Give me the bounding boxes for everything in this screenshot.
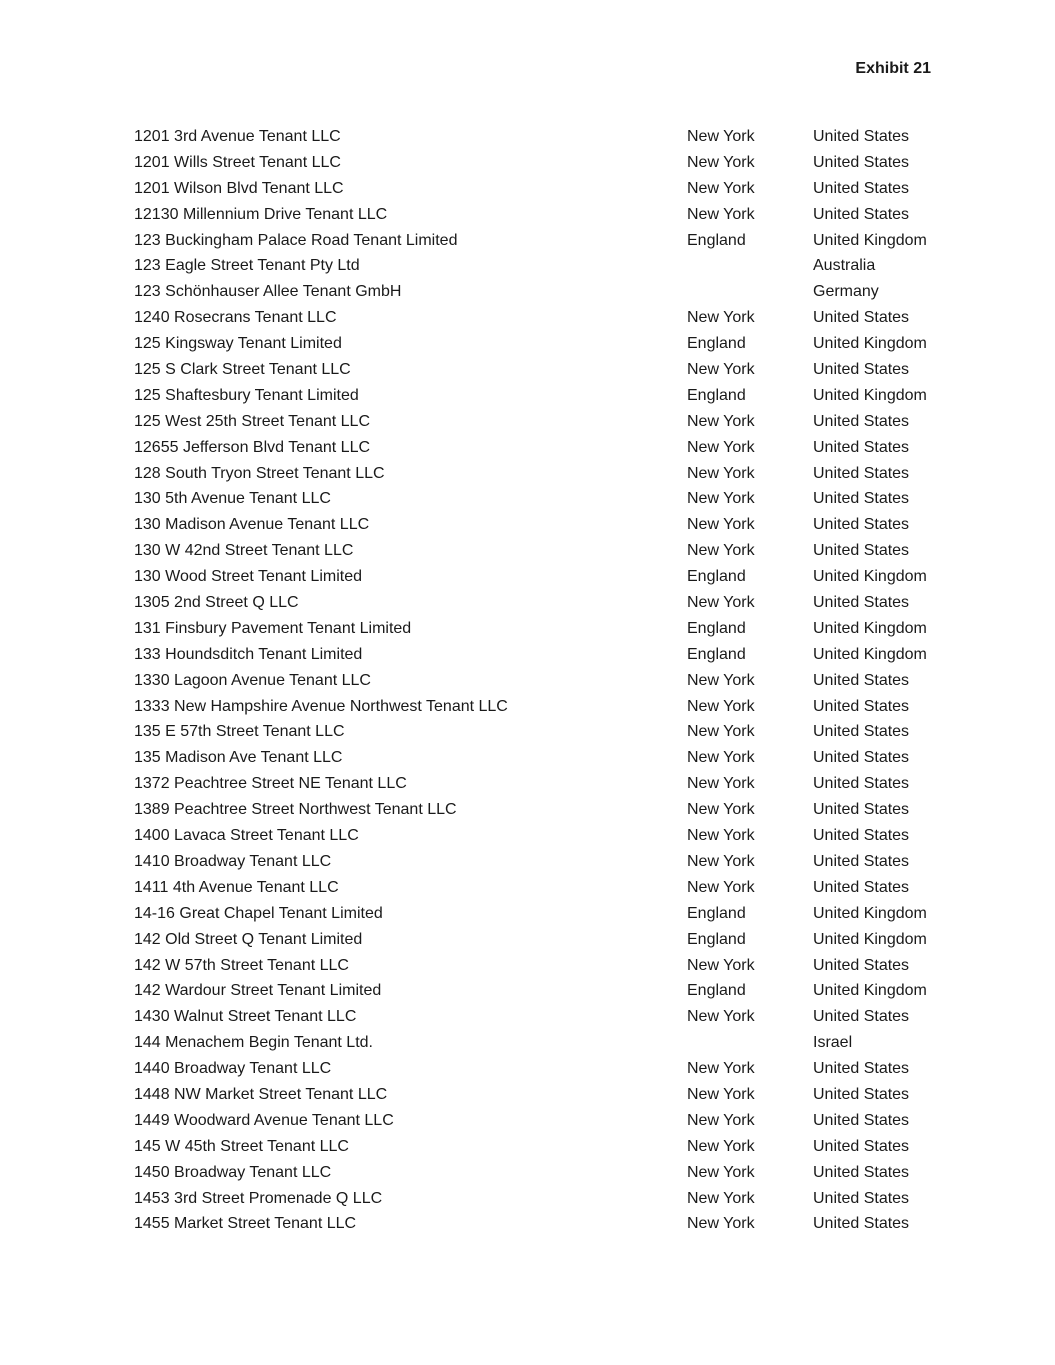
jurisdiction: New York [687, 1163, 755, 1181]
jurisdiction: New York [687, 1111, 755, 1129]
jurisdiction: New York [687, 1008, 755, 1026]
entity-name: 1330 Lagoon Avenue Tenant LLC [134, 671, 371, 689]
entity-name: 125 Shaftesbury Tenant Limited [134, 386, 359, 404]
country: United States [813, 852, 910, 870]
country: United States [813, 697, 910, 715]
entity-name: 1400 Lavaca Street Tenant LLC [134, 827, 359, 845]
jurisdiction: England [687, 386, 746, 404]
country: United States [813, 775, 910, 793]
jurisdiction [687, 253, 813, 279]
entity-name: 1389 Peachtree Street Northwest Tenant LLC [134, 801, 457, 819]
entity-name: 1240 Rosecrans Tenant LLC [134, 309, 337, 327]
subsidiary-row [134, 176, 955, 202]
subsidiary-row [134, 1082, 955, 1108]
jurisdiction: New York [687, 1189, 755, 1207]
jurisdiction: New York [687, 179, 755, 197]
country: United States [813, 205, 910, 223]
country: United Kingdom [813, 982, 927, 1000]
subsidiary-row [134, 1186, 955, 1212]
subsidiary-row [134, 1160, 955, 1186]
country: United States [813, 1060, 910, 1078]
jurisdiction: New York [687, 516, 755, 534]
entity-name: 125 S Clark Street Tenant LLC [134, 361, 351, 379]
jurisdiction: New York [687, 438, 755, 456]
jurisdiction: New York [687, 1215, 755, 1233]
subsidiary-row [134, 953, 955, 979]
jurisdiction: England [687, 231, 746, 249]
entity-name: 1305 2nd Street Q LLC [134, 594, 299, 612]
subsidiary-row [134, 538, 955, 564]
country: United Kingdom [813, 930, 927, 948]
jurisdiction: New York [687, 464, 755, 482]
jurisdiction: New York [687, 852, 755, 870]
country: United States [813, 1189, 910, 1207]
subsidiary-row [134, 901, 955, 927]
jurisdiction: England [687, 930, 746, 948]
country: United Kingdom [813, 335, 927, 353]
exhibit-title: Exhibit 21 [855, 60, 931, 77]
entity-name: 135 Madison Ave Tenant LLC [134, 749, 343, 767]
country: United States [813, 749, 910, 767]
jurisdiction: New York [687, 309, 755, 327]
entity-name: 130 5th Avenue Tenant LLC [134, 490, 331, 508]
country: United States [813, 723, 910, 741]
subsidiary-row [134, 253, 955, 279]
subsidiary-row [134, 486, 955, 512]
subsidiary-row [134, 383, 955, 409]
subsidiary-row [134, 435, 955, 461]
entity-name: 133 Houndsditch Tenant Limited [134, 645, 363, 663]
country: United States [813, 490, 910, 508]
country: United States [813, 956, 910, 974]
jurisdiction: New York [687, 749, 755, 767]
entity-name: 1410 Broadway Tenant LLC [134, 852, 332, 870]
subsidiary-row [134, 745, 955, 771]
entity-name: 1440 Broadway Tenant LLC [134, 1060, 332, 1078]
subsidiary-list [134, 124, 955, 1237]
jurisdiction: New York [687, 361, 755, 379]
jurisdiction: England [687, 619, 746, 637]
entity-name: 125 Kingsway Tenant Limited [134, 335, 342, 353]
jurisdiction: New York [687, 128, 755, 145]
country: United States [813, 1085, 910, 1103]
jurisdiction: New York [687, 723, 755, 741]
country: United States [813, 1215, 910, 1233]
jurisdiction: England [687, 645, 746, 663]
jurisdiction: New York [687, 412, 755, 430]
country: United States [813, 1137, 910, 1155]
country: United States [813, 128, 910, 145]
jurisdiction: New York [687, 205, 755, 223]
entity-name: 142 W 57th Street Tenant LLC [134, 956, 349, 974]
subsidiary-row [134, 305, 955, 331]
entity-name: 1455 Market Street Tenant LLC [134, 1215, 357, 1233]
entity-name: 144 Menachem Begin Tenant Ltd. [134, 1034, 373, 1052]
country: United States [813, 671, 910, 689]
jurisdiction [687, 1030, 813, 1056]
subsidiary-row [134, 1134, 955, 1160]
entity-name: 145 W 45th Street Tenant LLC [134, 1137, 349, 1155]
country: United States [813, 153, 910, 171]
subsidiary-row [134, 1030, 955, 1056]
jurisdiction: New York [687, 1137, 755, 1155]
country: United States [813, 464, 910, 482]
jurisdiction: England [687, 904, 746, 922]
country: United States [813, 361, 910, 379]
country: United States [813, 1008, 910, 1026]
jurisdiction: New York [687, 801, 755, 819]
jurisdiction: New York [687, 956, 755, 974]
subsidiary-row [134, 228, 955, 254]
subsidiary-row [134, 694, 955, 720]
subsidiary-row [134, 331, 955, 357]
subsidiary-row [134, 461, 955, 487]
country: United States [813, 516, 910, 534]
entity-name: 12655 Jefferson Blvd Tenant LLC [134, 438, 371, 456]
subsidiary-row [134, 849, 955, 875]
country: United States [813, 801, 910, 819]
country: United Kingdom [813, 568, 927, 586]
subsidiary-row [134, 978, 955, 1004]
country: United States [813, 594, 910, 612]
entity-name: 1430 Walnut Street Tenant LLC [134, 1008, 357, 1026]
jurisdiction: New York [687, 878, 755, 896]
subsidiary-row [134, 202, 955, 228]
jurisdiction: New York [687, 827, 755, 845]
subsidiary-row [134, 823, 955, 849]
country: United States [813, 438, 910, 456]
country: Israel [813, 1034, 853, 1052]
subsidiary-row [134, 279, 955, 305]
jurisdiction: England [687, 982, 746, 1000]
entity-name: 130 Madison Avenue Tenant LLC [134, 516, 370, 534]
country: United States [813, 542, 910, 560]
country: United Kingdom [813, 386, 927, 404]
country: United States [813, 827, 910, 845]
country: United Kingdom [813, 645, 927, 663]
country: United States [813, 412, 910, 430]
entity-name: 12130 Millennium Drive Tenant LLC [134, 205, 388, 223]
subsidiary-row [134, 512, 955, 538]
subsidiary-row [134, 797, 955, 823]
subsidiary-row [134, 875, 955, 901]
subsidiary-row [134, 1004, 955, 1030]
entity-name: 1453 3rd Street Promenade Q LLC [134, 1189, 383, 1207]
entity-name: 1411 4th Avenue Tenant LLC [134, 878, 339, 896]
subsidiary-row [134, 642, 955, 668]
jurisdiction: New York [687, 775, 755, 793]
jurisdiction: New York [687, 153, 755, 171]
entity-name: 1201 3rd Avenue Tenant LLC [134, 128, 341, 145]
jurisdiction: New York [687, 594, 755, 612]
entity-name: 1448 NW Market Street Tenant LLC [134, 1085, 388, 1103]
entity-name: 128 South Tryon Street Tenant LLC [134, 464, 385, 482]
entity-name: 1333 New Hampshire Avenue Northwest Tenant LLC [134, 697, 508, 715]
country: Germany [813, 283, 879, 301]
entity-name: 1449 Woodward Avenue Tenant LLC [134, 1111, 394, 1129]
jurisdiction: England [687, 568, 746, 586]
subsidiary-row [134, 668, 955, 694]
country: United Kingdom [813, 619, 927, 637]
country: United Kingdom [813, 231, 927, 249]
jurisdiction: New York [687, 697, 755, 715]
entity-name: 135 E 57th Street Tenant LLC [134, 723, 345, 741]
jurisdiction: New York [687, 671, 755, 689]
entity-name: 1372 Peachtree Street NE Tenant LLC [134, 775, 407, 793]
subsidiary-row [134, 1211, 955, 1237]
entity-name: 130 Wood Street Tenant Limited [134, 568, 362, 586]
jurisdiction: New York [687, 490, 755, 508]
entity-name: 142 Wardour Street Tenant Limited [134, 982, 382, 1000]
jurisdiction [687, 279, 813, 305]
subsidiary-row [134, 771, 955, 797]
jurisdiction: New York [687, 1060, 755, 1078]
subsidiary-row [134, 564, 955, 590]
entity-name: 1201 Wilson Blvd Tenant LLC [134, 179, 344, 197]
entity-name: 1450 Broadway Tenant LLC [134, 1163, 332, 1181]
entity-name: 123 Buckingham Palace Road Tenant Limited [134, 231, 458, 249]
entity-name: 125 West 25th Street Tenant LLC [134, 412, 371, 430]
entity-name: 123 Eagle Street Tenant Pty Ltd [134, 257, 360, 275]
entity-name: 1201 Wills Street Tenant LLC [134, 153, 341, 171]
subsidiary-row [134, 409, 955, 435]
subsidiary-row [134, 616, 955, 642]
country: United States [813, 1111, 910, 1129]
country: United Kingdom [813, 904, 927, 922]
subsidiary-row [134, 1108, 955, 1134]
jurisdiction: New York [687, 1085, 755, 1103]
entity-name: 130 W 42nd Street Tenant LLC [134, 542, 354, 560]
jurisdiction: England [687, 335, 746, 353]
jurisdiction: New York [687, 542, 755, 560]
country: United States [813, 309, 910, 327]
country: United States [813, 179, 910, 197]
subsidiary-row [134, 150, 955, 176]
subsidiary-row [134, 124, 955, 150]
subsidiary-row [134, 719, 955, 745]
country: United States [813, 1163, 910, 1181]
entity-name: 142 Old Street Q Tenant Limited [134, 930, 363, 948]
subsidiary-row [134, 927, 955, 953]
entity-name: 131 Finsbury Pavement Tenant Limited [134, 619, 412, 637]
subsidiary-row [134, 590, 955, 616]
subsidiary-row [134, 1056, 955, 1082]
country: Australia [813, 257, 876, 275]
entity-name: 14-16 Great Chapel Tenant Limited [134, 904, 383, 922]
country: United States [813, 878, 910, 896]
subsidiary-row [134, 357, 955, 383]
entity-name: 123 Schönhauser Allee Tenant GmbH [134, 283, 402, 301]
